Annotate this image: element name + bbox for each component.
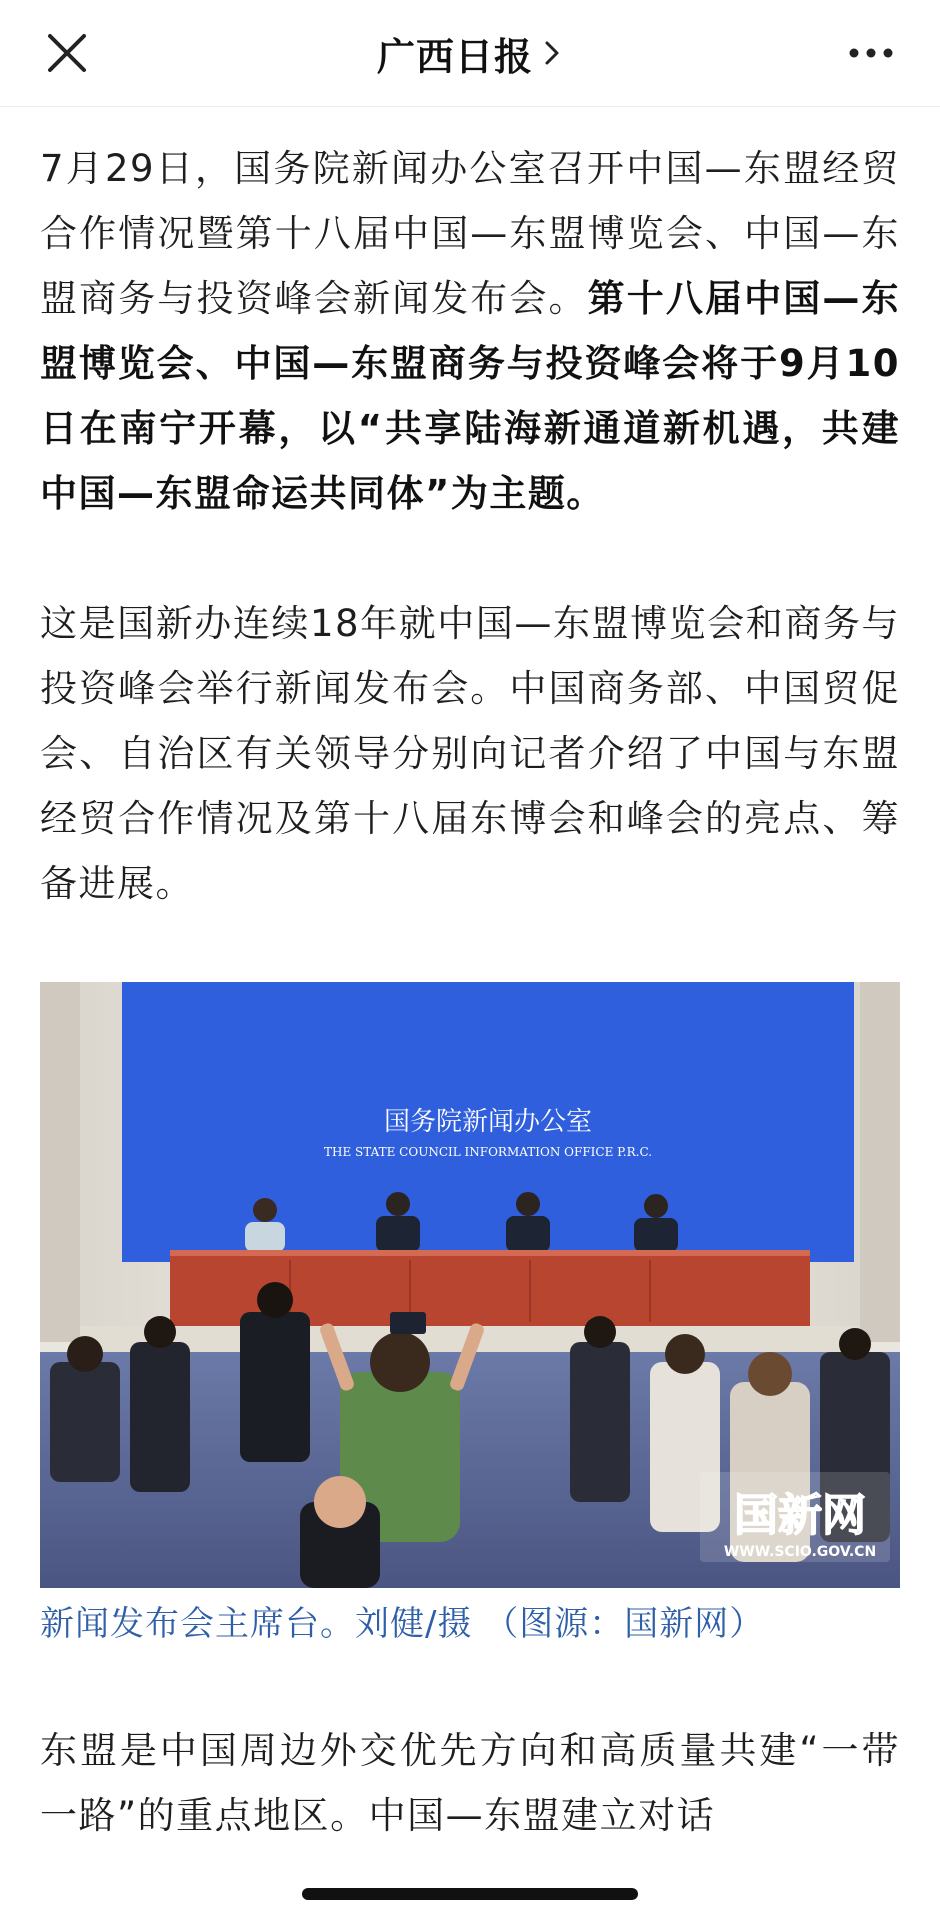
more-horizontal-icon	[846, 36, 896, 70]
home-indicator[interactable]	[302, 1888, 638, 1900]
article-body	[40, 136, 900, 1848]
press-conference-photo[interactable]	[40, 982, 900, 1588]
backdrop-subtitle: THE STATE COUNCIL INFORMATION OFFICE P.R.C.	[323, 1145, 653, 1159]
more-options-button[interactable]	[846, 36, 896, 70]
account-name-link[interactable]	[377, 26, 563, 81]
title-container	[0, 24, 940, 82]
photo-watermark: 国新网	[734, 1490, 866, 1541]
backdrop-title: 国务院新闻办公室	[383, 1107, 593, 1137]
photo-illustration	[40, 982, 900, 1588]
paragraph-1-bold-text: 第十八届中国—东盟博览会、中国—东盟商务与投资峰会将于9月10日在南宁开幕，以“共享陆海新通道新机遇，共建中国—东盟命运共同体”为主题。	[40, 277, 901, 515]
article-paragraph-1	[40, 136, 900, 526]
photo-caption: 新闻发布会主席台。刘健/摄 （图源：国新网）	[40, 1604, 765, 1644]
paragraph-1-text: 7月29日，国务院新闻办公室召开中国—东盟经贸合作情况暨第十八届中国—东盟博览会、中国—东盟商务与投资峰会新闻发布会。	[40, 147, 900, 320]
photo-watermark-url: WWW.SCIO.GOV.CN	[723, 1544, 877, 1560]
top-navigation-bar	[0, 0, 940, 107]
chevron-right-icon	[541, 38, 563, 68]
account-name: 广西日报	[376, 34, 533, 79]
article-paragraph-2: 这是国新办连续18年就中国—东盟博览会和商务与投资峰会举行新闻发布会。中国商务部、中国贸促会、自治区有关领导分别向记者介绍了中国与东盟经贸合作情况及第十八届东博会和峰会的亮点、筹备进展。	[40, 602, 900, 905]
article-paragraph-3: 东盟是中国周边外交优先方向和高质量共建“一带一路”的重点地区。中国—东盟建立对话	[40, 1729, 900, 1837]
